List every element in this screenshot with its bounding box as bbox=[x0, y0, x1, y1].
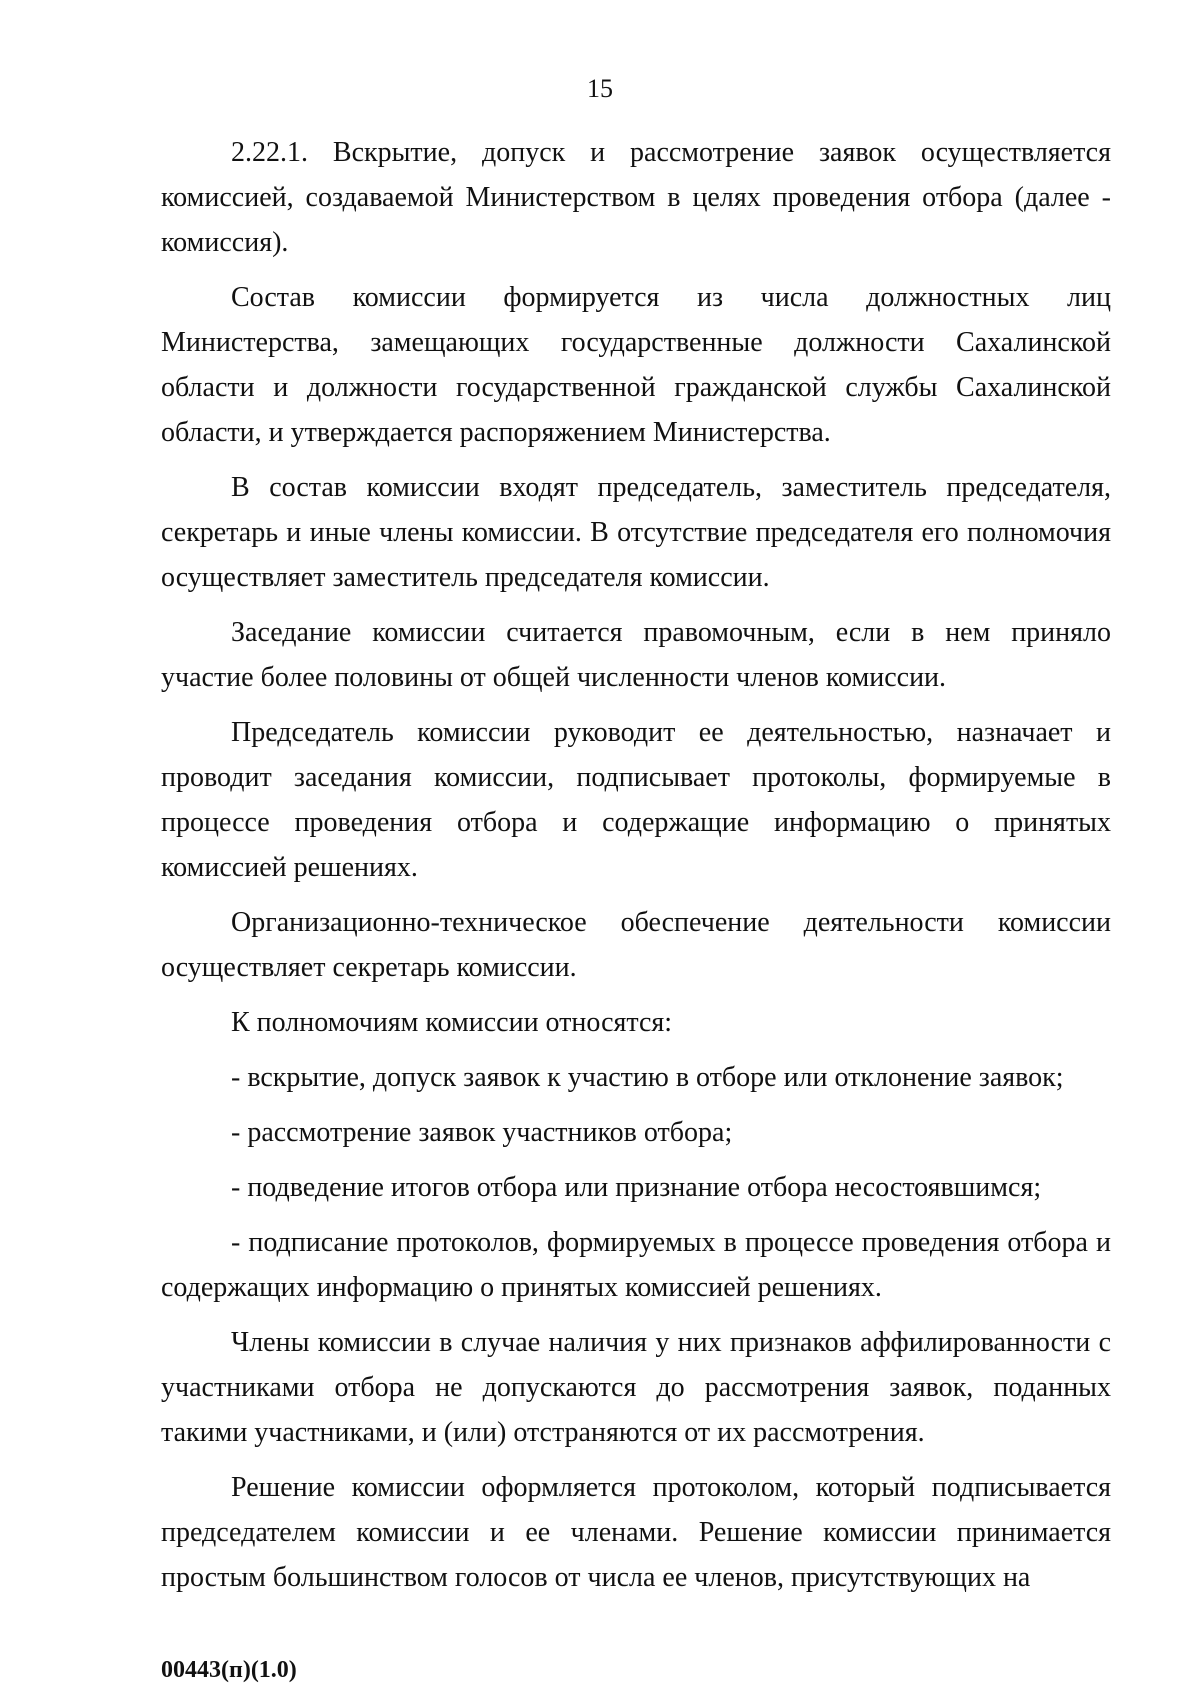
paragraph-quorum: Заседание комиссии считается правомочным, если в нем приняло участие более половины от общей численности членов комиссии. bbox=[161, 617, 1111, 693]
paragraph-commission-creation: 2.22.1. Вскрытие, допуск и рассмотрение заявок осуществляется комиссией, создаваемой Министерством в целях проведения отбора (далее - комиссия). bbox=[161, 137, 1111, 258]
list-item-opening-admission: - вскрытие, допуск заявок к участию в отборе или отклонение заявок; bbox=[231, 1062, 1064, 1093]
paragraph-commission-members: В состав комиссии входят председатель, заместитель председателя, секретарь и иные члены комиссии. В отсутствие председателя его полномочия осуществляет заместитель председателя комиссии. bbox=[161, 472, 1111, 593]
paragraph-secretary-duties: Организационно-техническое обеспечение деятельности комиссии осуществляет секретарь комиссии. bbox=[161, 907, 1111, 983]
paragraph-powers-heading: К полномочиям комиссии относятся: bbox=[231, 1007, 673, 1038]
paragraph-chairman-duties: Председатель комиссии руководит ее деятельностью, назначает и проводит заседания комиссии, подписывает протоколы, формируемые в процессе проведения отбора и содержащие информацию о принятых комиссией решениях. bbox=[161, 717, 1111, 883]
list-item-signing-protocols: - подписание протоколов, формируемых в процессе проведения отбора и содержащих информацию о принятых комиссией решениях. bbox=[161, 1227, 1111, 1303]
document-body bbox=[161, 130, 1111, 1600]
list-item-summarizing: - подведение итогов отбора или признание отбора несостоявшимся; bbox=[231, 1172, 1042, 1203]
paragraph-decision-protocol: Решение комиссии оформляется протоколом, который подписывается председателем комиссии и ее членами. Решение комиссии принимается простым большинством голосов от числа ее членов, присутствующих на bbox=[161, 1472, 1111, 1593]
paragraph-commission-composition: Состав комиссии формируется из числа должностных лиц Министерства, замещающих государственные должности Сахалинской области и должности государственной гражданской службы Сахалинской области, и утверждается распоряжением Министерства. bbox=[161, 282, 1111, 448]
paragraph-affiliation: Члены комиссии в случае наличия у них признаков аффилированности с участниками отбора не допускаются до рассмотрения заявок, поданных такими участниками, и (или) отстраняются от их рассмотрения. bbox=[161, 1327, 1111, 1448]
page-number: 15 bbox=[587, 74, 613, 103]
list-item-review: - рассмотрение заявок участников отбора; bbox=[231, 1117, 733, 1148]
document-code: 00443(п)(1.0) bbox=[161, 1657, 297, 1683]
